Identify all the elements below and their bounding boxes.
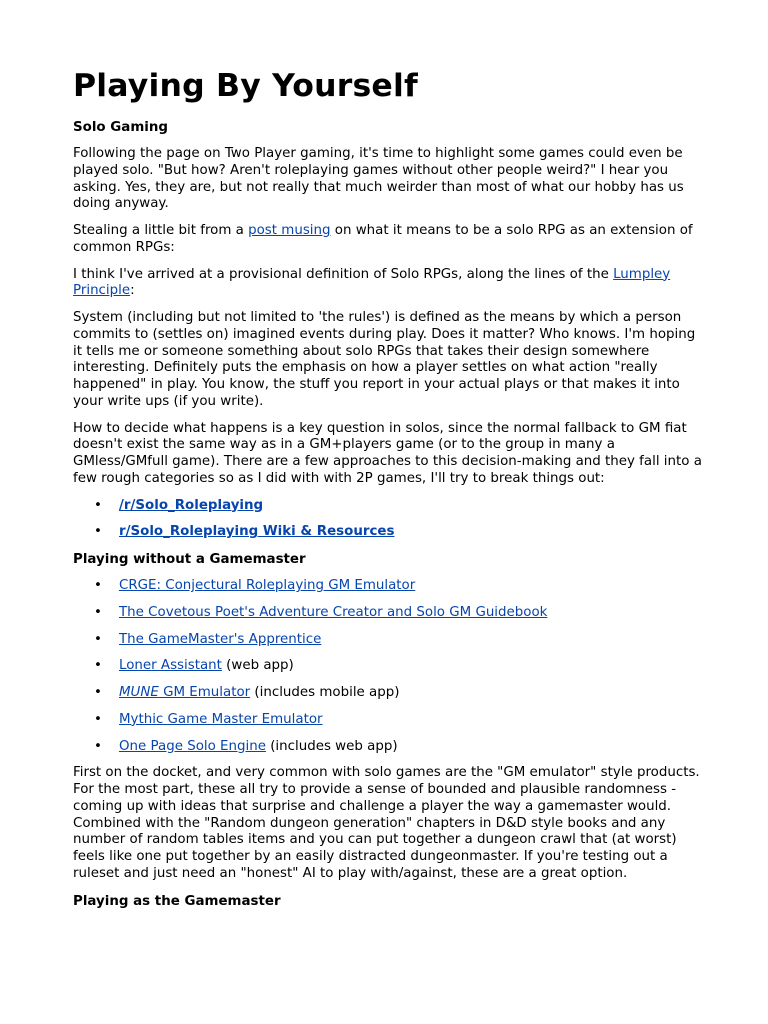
crge-link[interactable]: CRGE: Conjectural Roleplaying GM Emulator	[119, 578, 416, 593]
item-note: (includes mobile app)	[250, 685, 400, 700]
solo-roleplaying-subreddit-link[interactable]: /r/Solo_Roleplaying	[119, 497, 264, 513]
mune-emphasis: MUNE	[119, 685, 159, 700]
list-item	[73, 524, 704, 541]
section-heading-solo-gaming: Solo Gaming	[73, 120, 168, 135]
item-note: (includes web app)	[265, 738, 398, 754]
intro-paragraph: Following the page on Two Player gaming, it's time to highlight some games could even be played solo. "But how? Aren't roleplaying games without other people weird?" I hear you asking. Yes, they are, but not really that much weirder than most of what our hobby has us doing anyway.	[73, 146, 684, 212]
paragraph-text: I think I've arrived at a provisional definition of Solo RPGs, along the lines of the	[73, 266, 614, 282]
list-item	[73, 578, 704, 595]
post-musing-paragraph	[73, 223, 704, 257]
paragraph-text: on what it means to be a solo RPG as an extension of common RPGs:	[73, 223, 693, 255]
lumpley-paragraph	[73, 267, 704, 301]
loner-assistant-link[interactable]: Loner Assistant	[119, 658, 222, 674]
mythic-gme-link[interactable]: Mythic Game Master Emulator	[119, 711, 323, 727]
gm-emulator-paragraph: First on the docket, and very common with solo games are the "GM emulator" style products. For the most part, these all try to provide a sense of bounded and plausible randomness - coming up with ideas that surprise and challenge a player the way a gamemaster would. Combined with the "Random dungeon generation" chapters in D&D style books and any number of random tables items and you can put together a dungeon crawl that (at worst) feels like one put together by an easily distracted dungeonmaster. If you're testing out a ruleset and just need an "honest" AI to play with/against, these are a great option.	[73, 765, 700, 881]
decision-making-paragraph: How to decide what happens is a key question in solos, since the normal fallback to GM fiat doesn't exist the same way as in a GM+players game (or to the group in many a GMless/GMfull game). There are a few approaches to this decision-making and they fall into a few rough categories so as I did with with 2P games, I'll try to break things out:	[73, 420, 702, 486]
list-item	[73, 658, 704, 675]
resources-list	[73, 498, 704, 542]
lumpley-principle-link[interactable]: Lumpley Principle	[73, 266, 671, 299]
list-item	[73, 739, 704, 756]
page-title: Playing By Yourself	[73, 68, 418, 104]
item-note: (web app)	[221, 658, 294, 674]
list-item	[73, 712, 704, 729]
mune-gm-emulator-link[interactable]	[119, 685, 250, 700]
list-item	[73, 685, 704, 702]
section-heading-as-gm: Playing as the Gamemaster	[73, 893, 281, 909]
link-text: GM Emulator	[158, 685, 251, 700]
list-item	[73, 605, 704, 622]
one-page-solo-engine-link[interactable]: One Page Solo Engine	[119, 738, 266, 754]
list-item	[73, 498, 704, 515]
solo-roleplaying-wiki-link[interactable]: r/Solo_Roleplaying Wiki & Resources	[119, 524, 395, 540]
gamemasters-apprentice-link[interactable]: The GameMaster's Apprentice	[119, 631, 322, 647]
post-musing-link[interactable]: post musing	[248, 223, 331, 238]
system-definition-paragraph: System (including but not limited to 'the rules') is defined as the means by which a person commits to (settles on) imagined events during play. Does it matter? Who knows. I'm hoping it tells me or someone something about solo RPGs that takes their design somewhere interesting. Definitely puts the emphasis on how a player settles on what action "really happened" in play. You know, the stuff you report in your actual plays or that makes it into your write ups (if you write).	[73, 310, 696, 409]
list-item	[73, 632, 704, 649]
paragraph-text: :	[130, 283, 135, 299]
paragraph-text: Stealing a little bit from a	[73, 223, 249, 238]
covetous-poet-link[interactable]: The Covetous Poet's Adventure Creator and Solo GM Guidebook	[119, 604, 548, 620]
section-heading-without-gm: Playing without a Gamemaster	[73, 552, 306, 567]
gm-emulator-list	[73, 578, 704, 755]
